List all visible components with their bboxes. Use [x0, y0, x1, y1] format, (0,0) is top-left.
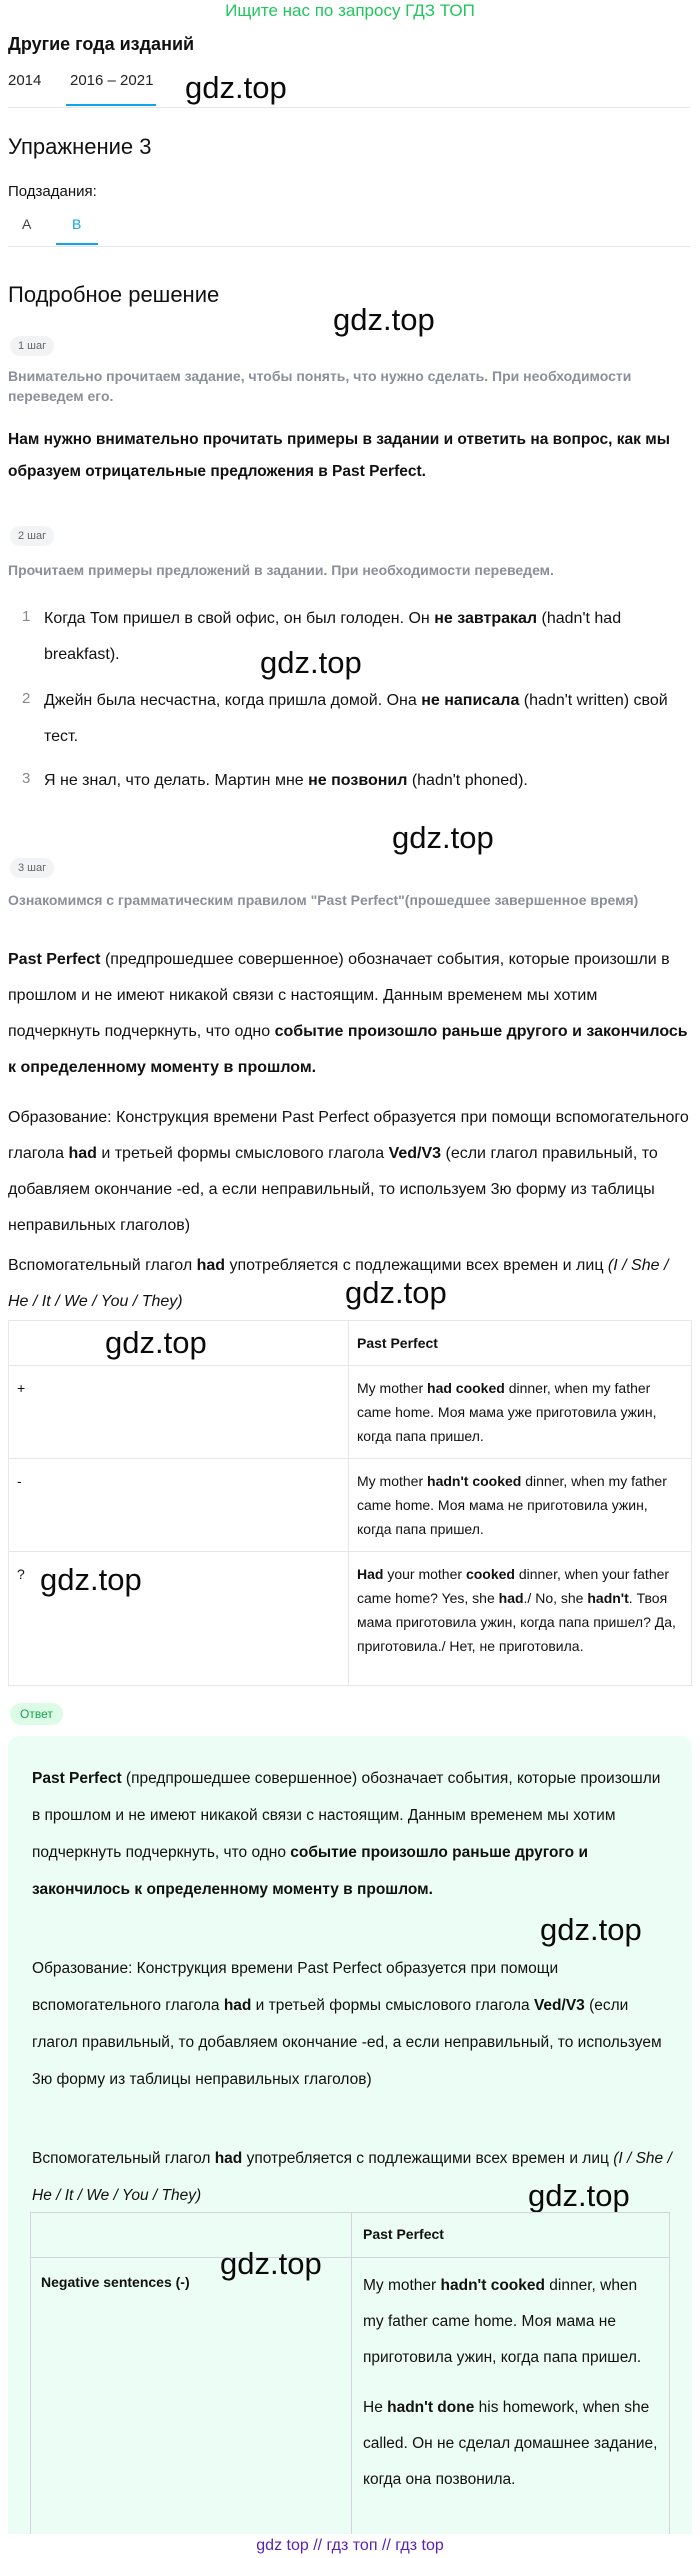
table-header: Past Perfect	[363, 2226, 444, 2242]
answer-auxiliary-paragraph: Вспомогательный глагол had употребляется с подлежащими всех времен и лиц (I / She / He / It / We / You / They)	[32, 2150, 672, 2204]
answer-table	[30, 2212, 670, 2558]
step-badge: 3 шаг	[10, 858, 54, 878]
step-instruction: Прочитаем примеры предложений в задании. При необходимости переведем.	[8, 562, 554, 578]
watermark: gdz.top	[333, 302, 435, 337]
step-text: Нам нужно внимательно прочитать примеры в задании и ответить на вопрос, как мы образуем отрицательные предложения в Past Perfect.	[8, 431, 670, 480]
footer-links[interactable]: gdz top // гдз топ // гдз top	[0, 2534, 700, 2558]
watermark: gdz.top	[220, 2246, 322, 2281]
list-item: Джейн была несчастна, когда пришла домой. Она не написала (hadn't written) свой тест.	[44, 692, 668, 745]
table-header: Past Perfect	[349, 1321, 692, 1366]
exercise-title: Упражнение 3	[8, 134, 152, 159]
list-number: 3	[22, 770, 31, 787]
answer-badge: Ответ	[10, 1703, 63, 1725]
list-number: 2	[22, 690, 31, 707]
step-badge: 1 шаг	[10, 336, 54, 356]
list-item: Я не знал, что делать. Мартин мне не позвонил (hadn't phoned).	[44, 772, 528, 789]
list-item: Когда Том пришел в свой офис, он был голоден. Он не завтракал (hadn't had breakfast).	[44, 610, 622, 663]
past-perfect-table	[8, 1320, 692, 1686]
table-row	[9, 1459, 692, 1552]
search-banner[interactable]: Ищите нас по запросу ГДЗ ТОП	[225, 1, 475, 20]
year-tab-2014[interactable]: 2014	[8, 72, 42, 89]
active-tab-indicator	[66, 104, 156, 106]
step-instruction: Внимательно прочитаем задание, чтобы понять, что нужно сделать. При необходимости переведем его.	[8, 368, 632, 404]
formation-paragraph: Образование: Конструкция времени Past Perfect образуется при помощи вспомогательного глагола had и третьей формы смыслового глагола Ved/V3 (если глагол правильный, то добавляем окончание -ed, а если неправильный, то используем 3ю форму из таблицы неправильных глаголов)	[8, 1109, 689, 1234]
step-badge: 2 шаг	[10, 526, 54, 546]
auxiliary-paragraph: Вспомогательный глагол had употребляется с подлежащими всех времен и лиц (I / She / He / It / We / You / They)	[8, 1257, 669, 1310]
row-label: Negative sentences (-)	[41, 2274, 190, 2290]
watermark: gdz.top	[528, 2178, 630, 2213]
divider	[8, 107, 690, 108]
other-years-title: Другие года изданий	[8, 34, 195, 54]
subtask-b[interactable]: B	[72, 216, 82, 232]
table-cell: -	[9, 1459, 349, 1552]
rule-paragraph: Past Perfect (предпрошедшее совершенное) обозначает события, которые произошли в прошлом и не имеют никакой связи с настоящим. Данным временем мы хотим подчеркнуть подчеркнуть, что одно событие произошло раньше другого и закончилось к определенному моменту в прошлом.	[8, 951, 688, 1076]
table-cell: ?	[9, 1552, 349, 1686]
table-cell: Had your mother cooked dinner, when your father came home? Yes, she had./ No, she hadn't. Твоя мама приготовила ужин, когда папа пришел? Да, приготовила./ Нет, не приготовила.	[349, 1552, 692, 1686]
answer-rule-paragraph: Past Perfect (предпрошедшее совершенное) обозначает события, которые произошли в прошлом и не имеют никакой связи с настоящим. Данным временем мы хотим подчеркнуть подчеркнуть, что одно событие произошло раньше другого и закончилось к определенному моменту в прошлом.	[32, 1770, 661, 1898]
subtask-a[interactable]: A	[22, 216, 32, 232]
solution-title: Подробное решение	[8, 282, 220, 307]
step-instruction: Ознакомимся с грамматическим правилом "Past Perfect"(прошедшее завершенное время)	[8, 892, 639, 908]
table-row	[9, 1366, 692, 1459]
watermark: gdz.top	[185, 70, 287, 105]
subtasks-label: Подзадания:	[8, 183, 97, 200]
table-cell: +	[9, 1366, 349, 1459]
watermark: gdz.top	[345, 1275, 447, 1310]
table-column-divider	[351, 2212, 352, 2558]
watermark: gdz.top	[105, 1325, 207, 1360]
watermark: gdz.top	[260, 645, 362, 680]
active-subtask-indicator	[56, 243, 98, 245]
watermark: gdz.top	[40, 1562, 142, 1597]
divider	[8, 246, 690, 247]
table-cell: My mother hadn't cooked dinner, when my father came home. Моя мама не приготовила ужин, когда папа пришел. He hadn't done his homework, when she called. Он не сделал домашнее задание, когда она позвонила.	[363, 2277, 658, 2488]
year-tab-2016-2021[interactable]: 2016 – 2021	[70, 72, 154, 89]
list-number: 1	[22, 608, 31, 625]
answer-formation-paragraph: Образование: Конструкция времени Past Perfect образуется при помощи вспомогательного глагола had и третьей формы смыслового глагола Ved/V3 (если глагол правильный, то добавляем окончание -ed, а если неправильный, то используем 3ю форму из таблицы неправильных глаголов)	[32, 1960, 662, 2088]
watermark: gdz.top	[392, 820, 494, 855]
watermark: gdz.top	[540, 1912, 642, 1947]
table-cell: My mother hadn't cooked dinner, when my father came home. Моя мама не приготовила ужин, когда папа пришел.	[349, 1459, 692, 1552]
table-cell: My mother had cooked dinner, when my father came home. Моя мама уже приготовила ужин, когда папа пришел.	[349, 1366, 692, 1459]
